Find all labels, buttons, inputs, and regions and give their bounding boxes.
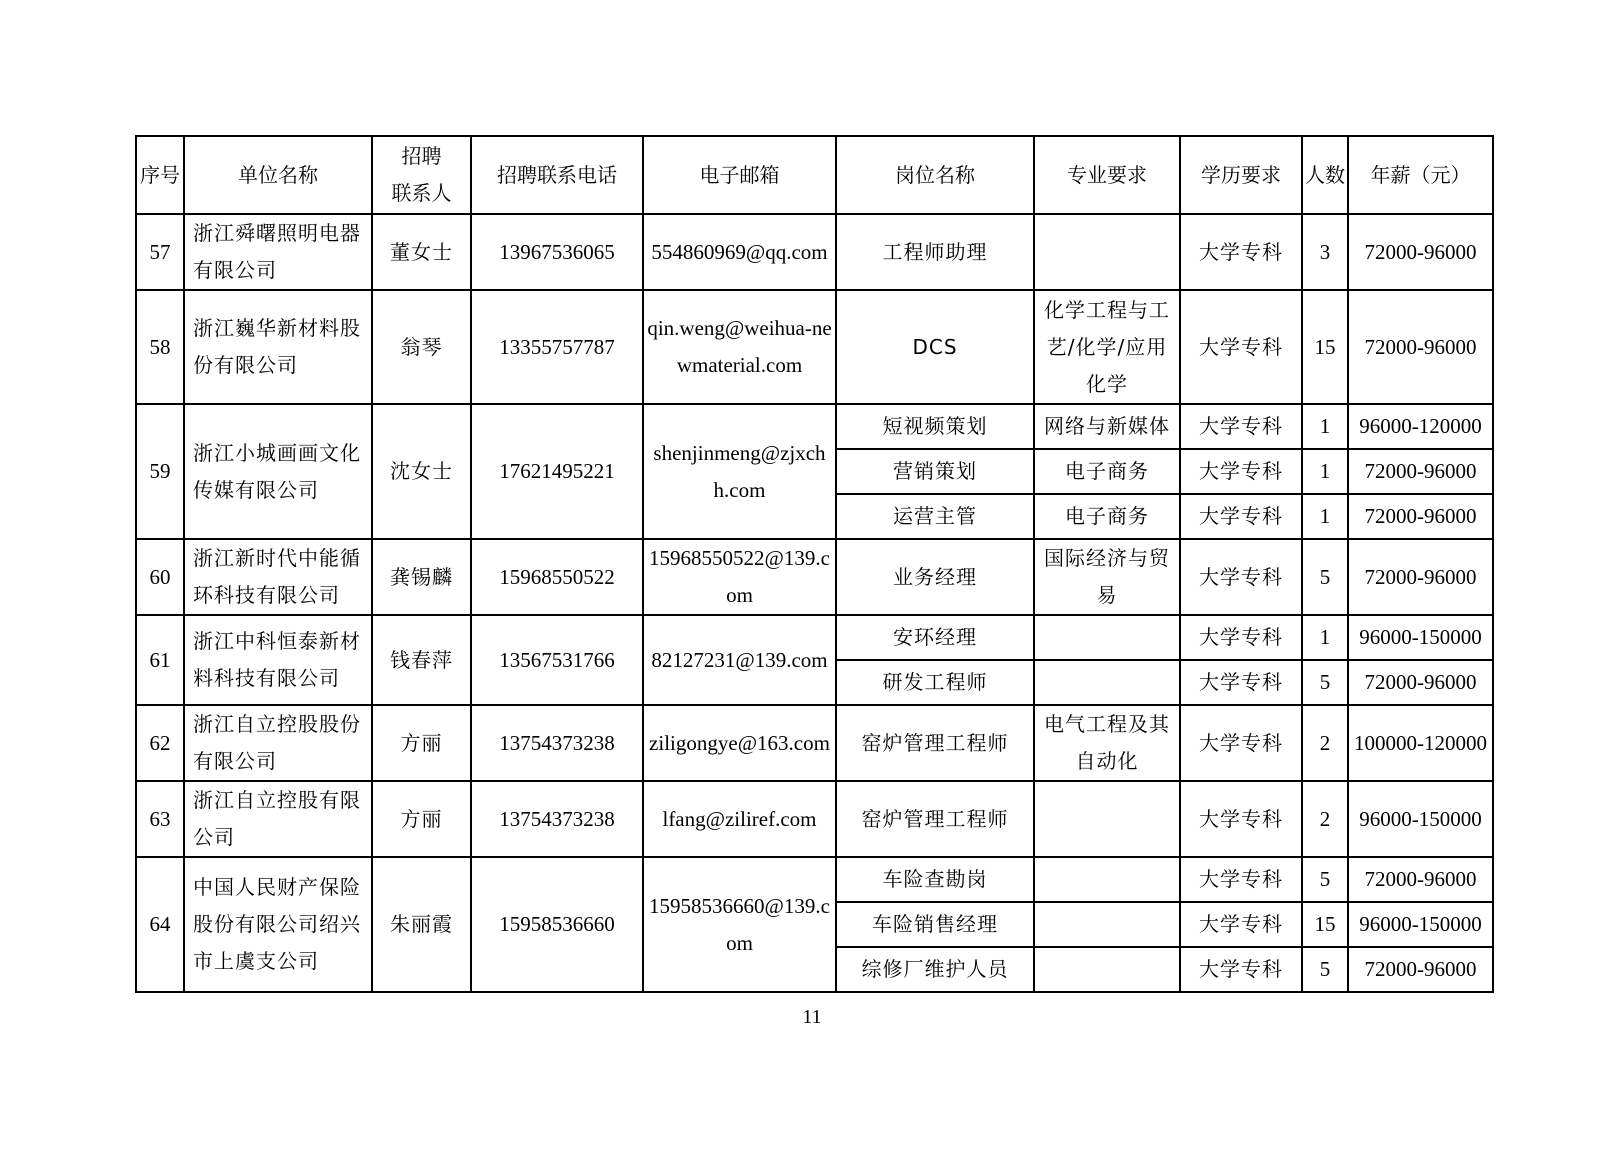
cell-salary: 96000-150000	[1348, 902, 1493, 947]
table-row	[136, 404, 1493, 449]
cell-major: 电子商务	[1034, 449, 1180, 494]
cell-company-name: 浙江自立控股有限公司	[184, 781, 372, 857]
cell-major: 网络与新媒体	[1034, 404, 1180, 449]
cell-company-name: 浙江自立控股股份有限公司	[184, 705, 372, 781]
cell-major	[1034, 781, 1180, 857]
cell-position: 车险查勘岗	[836, 857, 1034, 902]
cell-position: 工程师助理	[836, 214, 1034, 290]
cell-education: 大学专科	[1180, 660, 1302, 705]
cell-position: 安环经理	[836, 615, 1034, 660]
recruitment-table	[135, 135, 1494, 993]
cell-salary: 96000-120000	[1348, 404, 1493, 449]
cell-phone: 13567531766	[471, 615, 643, 705]
cell-count: 2	[1302, 781, 1348, 857]
header-salary: 年薪（元）	[1348, 136, 1493, 214]
cell-position: 窑炉管理工程师	[836, 781, 1034, 857]
cell-email: shenjinmeng@zjxchh.com	[643, 404, 836, 539]
cell-no: 59	[136, 404, 184, 539]
cell-count: 15	[1302, 290, 1348, 404]
cell-email: qin.weng@weihua-newmaterial.com	[643, 290, 836, 404]
header-major: 专业要求	[1034, 136, 1180, 214]
cell-no: 58	[136, 290, 184, 404]
cell-salary: 72000-96000	[1348, 857, 1493, 902]
cell-count: 5	[1302, 539, 1348, 615]
header-no: 序号	[136, 136, 184, 214]
cell-company-name: 浙江小城画画文化传媒有限公司	[184, 404, 372, 539]
cell-contact: 方丽	[372, 705, 471, 781]
cell-education: 大学专科	[1180, 449, 1302, 494]
cell-position: 窑炉管理工程师	[836, 705, 1034, 781]
cell-position: DCS	[836, 290, 1034, 404]
cell-count: 5	[1302, 947, 1348, 992]
cell-company-name: 浙江舜曙照明电器有限公司	[184, 214, 372, 290]
cell-contact: 方丽	[372, 781, 471, 857]
cell-contact: 董女士	[372, 214, 471, 290]
cell-phone: 15958536660	[471, 857, 643, 992]
cell-education: 大学专科	[1180, 615, 1302, 660]
cell-no: 64	[136, 857, 184, 992]
header-position: 岗位名称	[836, 136, 1034, 214]
table-row	[136, 615, 1493, 660]
cell-position: 业务经理	[836, 539, 1034, 615]
cell-no: 62	[136, 705, 184, 781]
cell-major	[1034, 947, 1180, 992]
cell-contact: 朱丽霞	[372, 857, 471, 992]
cell-education: 大学专科	[1180, 781, 1302, 857]
cell-major	[1034, 615, 1180, 660]
cell-major	[1034, 214, 1180, 290]
cell-phone: 13355757787	[471, 290, 643, 404]
table-row	[136, 290, 1493, 404]
cell-education: 大学专科	[1180, 290, 1302, 404]
header-contact	[372, 136, 471, 214]
cell-phone: 13967536065	[471, 214, 643, 290]
table-row	[136, 214, 1493, 290]
cell-position: 研发工程师	[836, 660, 1034, 705]
cell-contact: 沈女士	[372, 404, 471, 539]
header-contact-line1: 招聘	[401, 144, 442, 168]
table-row	[136, 781, 1493, 857]
cell-salary: 72000-96000	[1348, 290, 1493, 404]
table-row	[136, 539, 1493, 615]
cell-count: 2	[1302, 705, 1348, 781]
cell-phone: 15968550522	[471, 539, 643, 615]
cell-major: 化学工程与工艺/化学/应用化学	[1034, 290, 1180, 404]
cell-major: 电气工程及其自动化	[1034, 705, 1180, 781]
cell-salary: 72000-96000	[1348, 947, 1493, 992]
cell-salary: 72000-96000	[1348, 539, 1493, 615]
page-number: 11	[802, 1006, 822, 1028]
cell-email: 15958536660@139.com	[643, 857, 836, 992]
cell-contact: 钱春萍	[372, 615, 471, 705]
cell-major: 电子商务	[1034, 494, 1180, 539]
cell-count: 1	[1302, 404, 1348, 449]
cell-education: 大学专科	[1180, 947, 1302, 992]
cell-salary: 100000-120000	[1348, 705, 1493, 781]
cell-count: 3	[1302, 214, 1348, 290]
header-email: 电子邮箱	[643, 136, 836, 214]
table-row	[136, 857, 1493, 902]
header-contact-line2: 联系人	[391, 181, 452, 205]
cell-education: 大学专科	[1180, 705, 1302, 781]
table-body	[136, 214, 1493, 992]
cell-position: 运营主管	[836, 494, 1034, 539]
cell-email: lfang@ziliref.com	[643, 781, 836, 857]
cell-salary: 96000-150000	[1348, 781, 1493, 857]
header-company: 单位名称	[184, 136, 372, 214]
cell-salary: 96000-150000	[1348, 615, 1493, 660]
cell-education: 大学专科	[1180, 857, 1302, 902]
cell-phone: 13754373238	[471, 705, 643, 781]
cell-salary: 72000-96000	[1348, 214, 1493, 290]
cell-salary: 72000-96000	[1348, 494, 1493, 539]
cell-education: 大学专科	[1180, 404, 1302, 449]
cell-company-name: 浙江巍华新材料股份有限公司	[184, 290, 372, 404]
table-row	[136, 705, 1493, 781]
cell-no: 61	[136, 615, 184, 705]
cell-company-name: 浙江新时代中能循环科技有限公司	[184, 539, 372, 615]
cell-education: 大学专科	[1180, 494, 1302, 539]
cell-count: 5	[1302, 660, 1348, 705]
cell-education: 大学专科	[1180, 214, 1302, 290]
cell-count: 1	[1302, 494, 1348, 539]
cell-education: 大学专科	[1180, 539, 1302, 615]
cell-major	[1034, 902, 1180, 947]
cell-position: 车险销售经理	[836, 902, 1034, 947]
cell-major	[1034, 857, 1180, 902]
cell-company-name: 浙江中科恒泰新材料科技有限公司	[184, 615, 372, 705]
cell-contact: 龚锡麟	[372, 539, 471, 615]
cell-count: 1	[1302, 615, 1348, 660]
cell-major: 国际经济与贸易	[1034, 539, 1180, 615]
header-education: 学历要求	[1180, 136, 1302, 214]
cell-no: 63	[136, 781, 184, 857]
header-count: 人数	[1302, 136, 1348, 214]
cell-no: 60	[136, 539, 184, 615]
cell-education: 大学专科	[1180, 902, 1302, 947]
cell-count: 5	[1302, 857, 1348, 902]
cell-company-name: 中国人民财产保险股份有限公司绍兴市上虞支公司	[184, 857, 372, 992]
cell-salary: 72000-96000	[1348, 660, 1493, 705]
cell-position: 综修厂维护人员	[836, 947, 1034, 992]
cell-count: 1	[1302, 449, 1348, 494]
cell-count: 15	[1302, 902, 1348, 947]
cell-email: ziligongye@163.com	[643, 705, 836, 781]
cell-email: 15968550522@139.com	[643, 539, 836, 615]
cell-phone: 17621495221	[471, 404, 643, 539]
cell-salary: 72000-96000	[1348, 449, 1493, 494]
header-phone: 招聘联系电话	[471, 136, 643, 214]
cell-phone: 13754373238	[471, 781, 643, 857]
cell-email: 82127231@139.com	[643, 615, 836, 705]
cell-major	[1034, 660, 1180, 705]
cell-no: 57	[136, 214, 184, 290]
cell-position: 短视频策划	[836, 404, 1034, 449]
cell-email: 554860969@qq.com	[643, 214, 836, 290]
cell-position: 营销策划	[836, 449, 1034, 494]
table-header-row	[136, 136, 1493, 214]
cell-contact: 翁琴	[372, 290, 471, 404]
